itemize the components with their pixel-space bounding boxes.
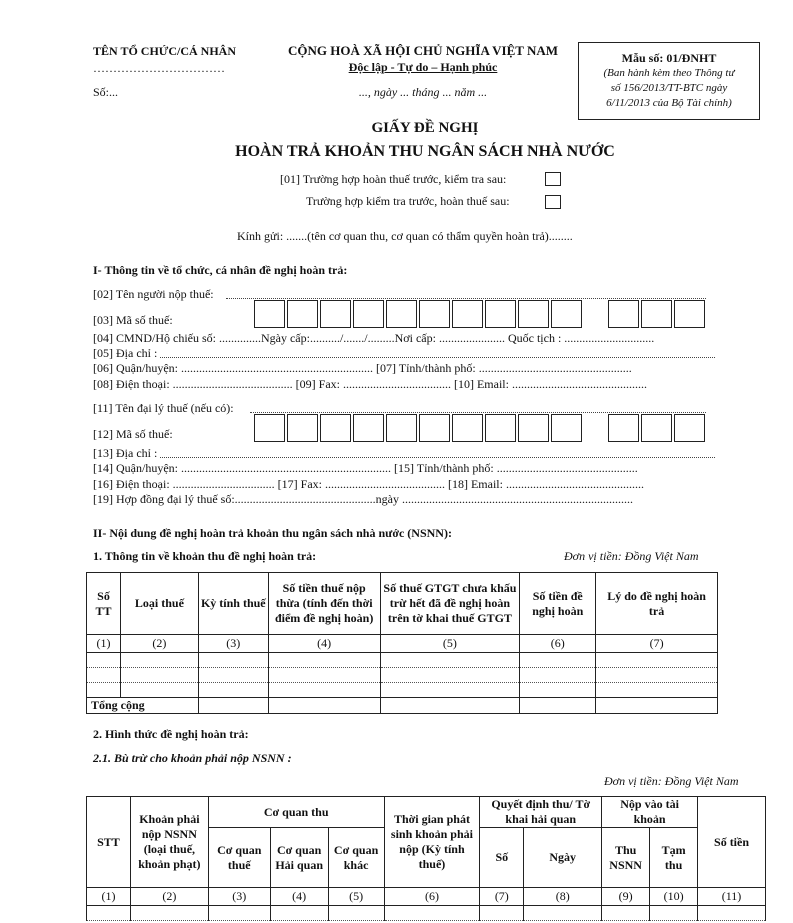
org-label: TÊN TỔ CHỨC/CÁ NHÂN bbox=[93, 44, 237, 58]
field-05-dots[interactable] bbox=[160, 357, 715, 358]
agent-tax-code-boxes[interactable] bbox=[254, 414, 584, 442]
col-number: (7) bbox=[480, 888, 524, 906]
col-header: Số tiền bbox=[698, 797, 766, 888]
field-19: [19] Hợp đồng đại lý thuế số:...............................................ngày ............................................................................. bbox=[93, 492, 633, 506]
table-row[interactable] bbox=[87, 668, 718, 683]
col-number: (3) bbox=[208, 888, 270, 906]
col-number: (2) bbox=[120, 635, 198, 653]
date-line: ..., ngày ... tháng ... năm ... bbox=[358, 85, 488, 99]
org-dots: …………………………… bbox=[93, 61, 225, 75]
motto: Độc lập - Tự do – Hạnh phúc bbox=[348, 60, 498, 74]
nation-title: CỘNG HOÀ XÃ HỘI CHỦ NGHĨA VIỆT NAM bbox=[287, 43, 559, 58]
form-note-2: số 156/2013/TT-BTC ngày bbox=[610, 82, 728, 94]
col-header: Nộp vào tài khoản bbox=[602, 797, 698, 828]
title-line-2: HOÀN TRẢ KHOẢN THU NGÂN SÁCH NHÀ NƯỚC bbox=[235, 143, 615, 160]
form-number: Mẫu số: 01/ĐNHT bbox=[621, 51, 717, 65]
section-2-heading: II- Nội dung đề nghị hoàn trả khoản thu ngân sách nhà nước (NSNN): bbox=[93, 526, 452, 540]
col-header: Số tiền đề nghị hoàn bbox=[520, 573, 596, 635]
table-row[interactable] bbox=[87, 906, 766, 921]
col-header: Cơ quan khác bbox=[328, 828, 384, 888]
case-1-label: [01] Trường hợp hoàn thuế trước, kiểm tra sau: bbox=[280, 172, 507, 186]
col-header: Cơ quan thu bbox=[208, 797, 384, 828]
col-header: STT bbox=[87, 797, 131, 888]
col-header: Tạm thu bbox=[650, 828, 698, 888]
field-02-dots[interactable] bbox=[226, 298, 706, 299]
col-number: (8) bbox=[524, 888, 602, 906]
col-header: Cơ quan thuế bbox=[208, 828, 270, 888]
col-number: (5) bbox=[380, 635, 520, 653]
currency-unit-1: Đơn vị tiền: Đồng Việt Nam bbox=[564, 549, 699, 563]
col-header: Số TT bbox=[87, 573, 121, 635]
col-number: (4) bbox=[268, 635, 380, 653]
col-header: Số thuế GTGT chưa khấu trừ hết đã đề nghị hoàn trên tờ khai thuế GTGT bbox=[380, 573, 520, 635]
recipient-line: Kính gửi: .......(tên cơ quan thu, cơ quan có thẩm quyền hoàn trả)........ bbox=[237, 229, 573, 243]
table-row[interactable] bbox=[87, 683, 718, 698]
form-note-1: (Ban hành kèm theo Thông tư bbox=[603, 67, 735, 79]
col-header: Khoản phải nộp NSNN (loại thuế, khoản phạt) bbox=[130, 797, 208, 888]
field-04: [04] CMND/Hộ chiếu số: ..............Ngày cấp:........../......./.........Nơi cấp: ...................... Quốc tịch : .............................. bbox=[93, 331, 655, 345]
field-13-dots[interactable] bbox=[160, 457, 715, 458]
field-06-07: [06] Quận/huyện: ................................................................ [07] Tỉnh/thành phố: ................................................... bbox=[93, 361, 632, 375]
col-header: Thời gian phát sinh khoản phải nộp (Kỳ tính thuế) bbox=[384, 797, 480, 888]
tax-code-suffix-boxes[interactable] bbox=[608, 300, 707, 328]
col-number: (1) bbox=[87, 635, 121, 653]
currency-unit-2: Đơn vị tiền: Đồng Việt Nam bbox=[604, 774, 739, 788]
col-header: Thu NSNN bbox=[602, 828, 650, 888]
case-2-label: Trường hợp kiểm tra trước, hoàn thuế sau: bbox=[306, 194, 510, 208]
col-header: Quyết định thu/ Tờ khai hải quan bbox=[480, 797, 602, 828]
tax-code-boxes[interactable] bbox=[254, 300, 584, 328]
field-05: [05] Địa chỉ : bbox=[93, 346, 158, 360]
col-number: (3) bbox=[198, 635, 268, 653]
col-number: (6) bbox=[520, 635, 596, 653]
col-number: (4) bbox=[270, 888, 328, 906]
total-label: Tổng cộng bbox=[87, 698, 199, 714]
case-1-checkbox[interactable] bbox=[545, 172, 561, 186]
field-13: [13] Địa chỉ : bbox=[93, 446, 158, 460]
col-header: Số bbox=[480, 828, 524, 888]
field-11: [11] Tên đại lý thuế (nếu có): bbox=[93, 401, 234, 415]
col-header: Loại thuế bbox=[120, 573, 198, 635]
col-number: (2) bbox=[130, 888, 208, 906]
form-number-box bbox=[578, 42, 760, 120]
col-header: Lý do đề nghị hoàn trả bbox=[596, 573, 718, 635]
field-08-10: [08] Điện thoại: ........................................ [09] Fax: .................................... [10] Email: ............................................. bbox=[93, 377, 647, 391]
col-number: (9) bbox=[602, 888, 650, 906]
form-note-3: 6/11/2013 của Bộ Tài chính) bbox=[606, 97, 732, 109]
agent-tax-code-suffix-boxes[interactable] bbox=[608, 414, 707, 442]
field-16-18: [16] Điện thoại: .................................. [17] Fax: ........................................ [18] Email: .............................................. bbox=[93, 477, 644, 491]
col-header: Số tiền thuế nộp thừa (tính đến thời điểm đề nghị hoàn) bbox=[268, 573, 380, 635]
col-header: Kỳ tính thuế bbox=[198, 573, 268, 635]
col-number: (7) bbox=[596, 635, 718, 653]
field-11-dots[interactable] bbox=[250, 412, 706, 413]
col-number: (11) bbox=[698, 888, 766, 906]
col-header: Cơ quan Hải quan bbox=[270, 828, 328, 888]
field-14-15: [14] Quận/huyện: ...................................................................... [15] Tỉnh/thành phố: ............................................... bbox=[93, 461, 638, 475]
refund-info-table bbox=[86, 572, 718, 714]
title-line-1: GIẤY ĐỀ NGHỊ bbox=[371, 120, 479, 136]
section-2-sub-2: 2. Hình thức đề nghị hoàn trả: bbox=[93, 727, 249, 741]
col-number: (6) bbox=[384, 888, 480, 906]
field-02: [02] Tên người nộp thuế: bbox=[93, 287, 214, 301]
col-number: (1) bbox=[87, 888, 131, 906]
field-03: [03] Mã số thuế: bbox=[93, 313, 173, 327]
offset-table bbox=[86, 796, 766, 921]
field-12: [12] Mã số thuế: bbox=[93, 427, 173, 441]
col-header: Ngày bbox=[524, 828, 602, 888]
case-2-checkbox[interactable] bbox=[545, 195, 561, 209]
section-2-sub-1: 1. Thông tin về khoản thu đề nghị hoàn trả: bbox=[93, 549, 317, 563]
section-2-sub-2-1: 2.1. Bù trừ cho khoản phải nộp NSNN : bbox=[93, 751, 292, 765]
document-number: Số:... bbox=[93, 85, 119, 99]
section-1-heading: I- Thông tin về tổ chức, cá nhân đề nghị hoàn trả: bbox=[93, 263, 348, 277]
col-number: (5) bbox=[328, 888, 384, 906]
col-number: (10) bbox=[650, 888, 698, 906]
table-row[interactable] bbox=[87, 653, 718, 668]
